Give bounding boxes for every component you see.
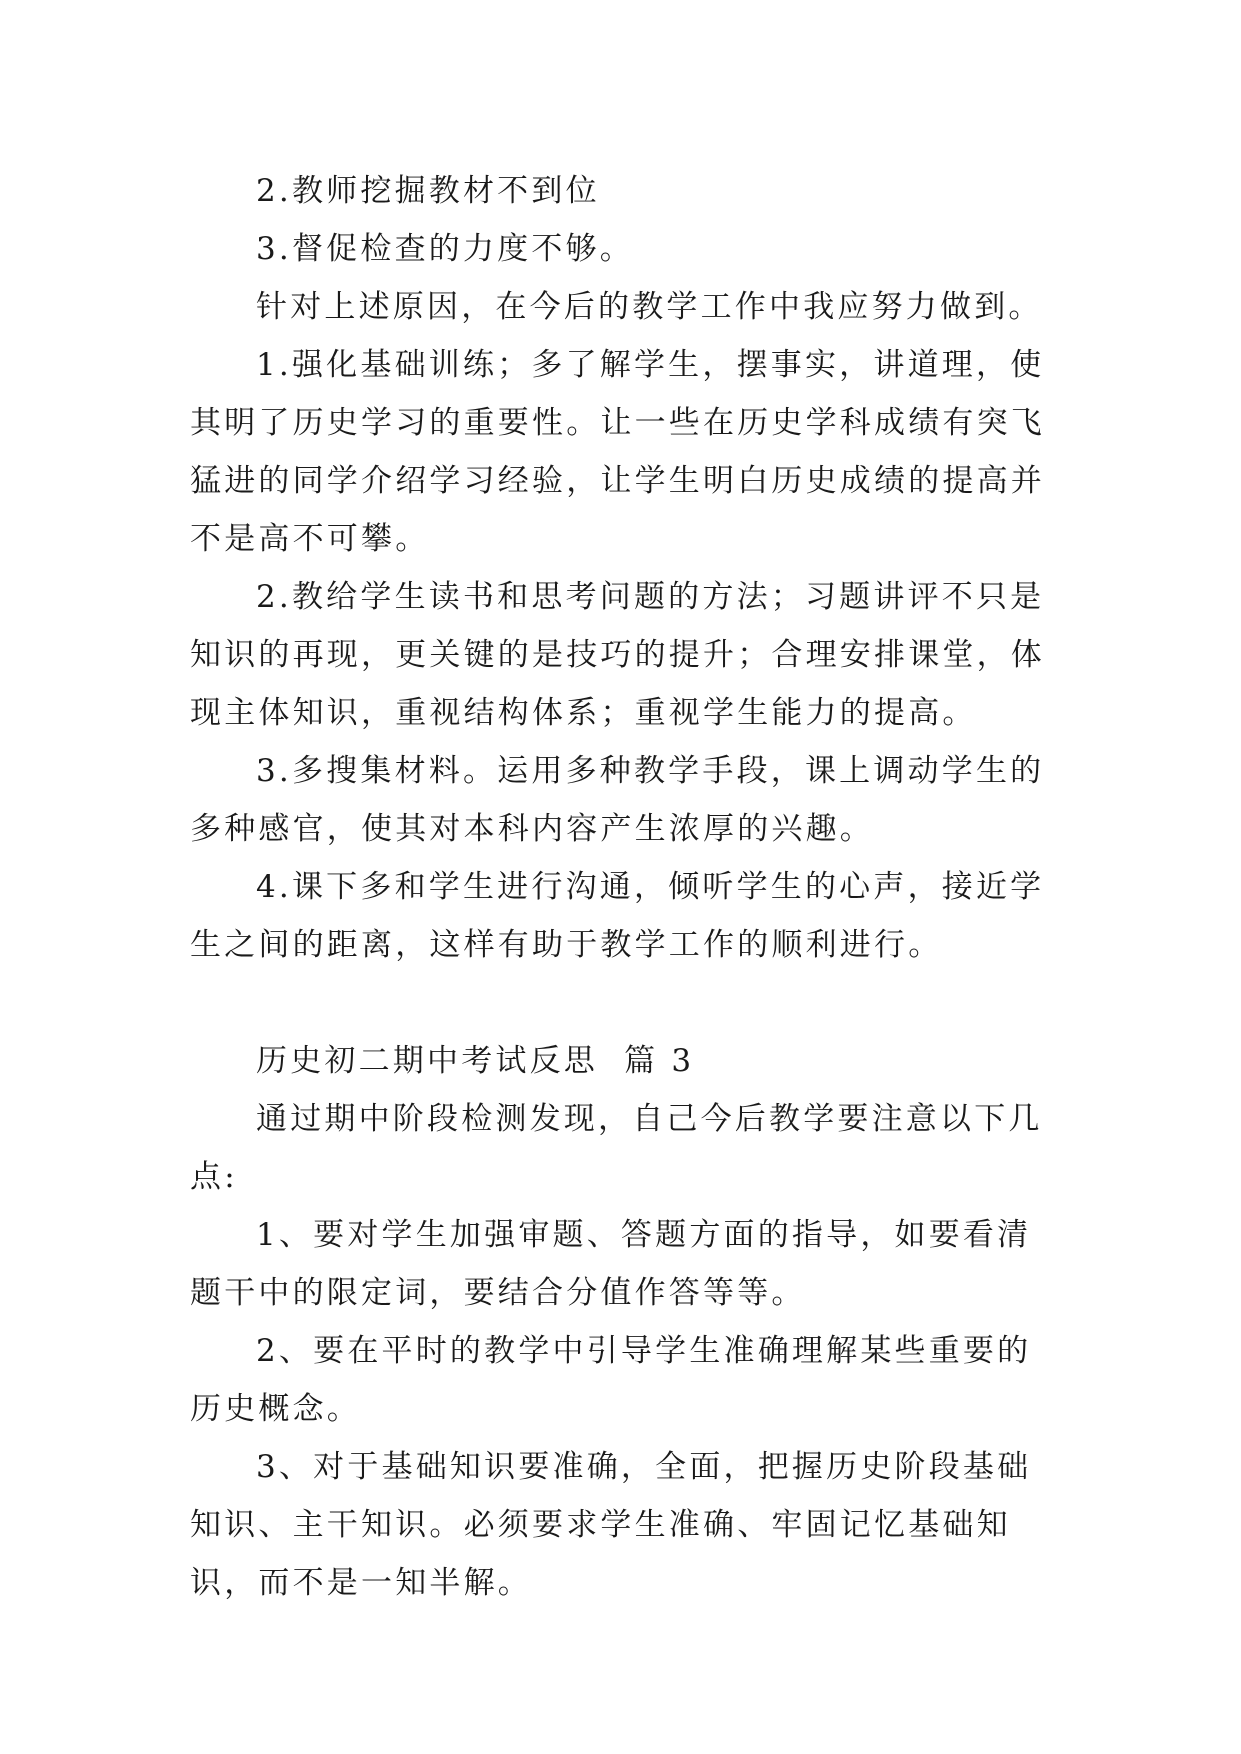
- document-body: [190, 162, 1050, 1612]
- paragraph: 3.多搜集材料。运用多种教学手段，课上调动学生的多种感官，使其对本科内容产生浓厚的兴趣。: [190, 753, 1045, 847]
- paragraph: 3、对于基础知识要准确，全面，把握历史阶段基础知识、主干知识。必须要求学生准确、牢固记忆基础知识，而不是一知半解。: [190, 1449, 1032, 1601]
- paragraph: 2.教给学生读书和思考问题的方法；习题讲评不只是知识的再现，更关键的是技巧的提升；合理安排课堂，体现主体知识，重视结构体系；重视学生能力的提高。: [190, 579, 1045, 731]
- paragraph: 2.教师挖掘教材不到位: [256, 173, 600, 209]
- paragraph: 通过期中阶段检测发现，自己今后教学要注意以下几点:: [190, 1101, 1043, 1195]
- section-spacer: [190, 974, 1050, 1032]
- paragraph: 3.督促检查的力度不够。: [256, 231, 634, 267]
- section-title: 历史初二期中考试反思 篇 3: [256, 1043, 695, 1079]
- paragraph: 针对上述原因，在今后的教学工作中我应努力做到。: [256, 289, 1043, 325]
- paragraph: 4.课下多和学生进行沟通，倾听学生的心声，接近学生之间的距离，这样有助于教学工作的顺利进行。: [190, 869, 1045, 963]
- paragraph: 2、要在平时的教学中引导学生准确理解某些重要的历史概念。: [190, 1333, 1032, 1427]
- paragraph: 1、要对学生加强审题、答题方面的指导，如要看清题干中的限定词，要结合分值作答等等。: [190, 1217, 1032, 1311]
- paragraph: 1.强化基础训练；多了解学生，摆事实，讲道理，使其明了历史学习的重要性。让一些在历史学科成绩有突飞猛进的同学介绍学习经验，让学生明白历史成绩的提高并不是高不可攀。: [190, 347, 1045, 557]
